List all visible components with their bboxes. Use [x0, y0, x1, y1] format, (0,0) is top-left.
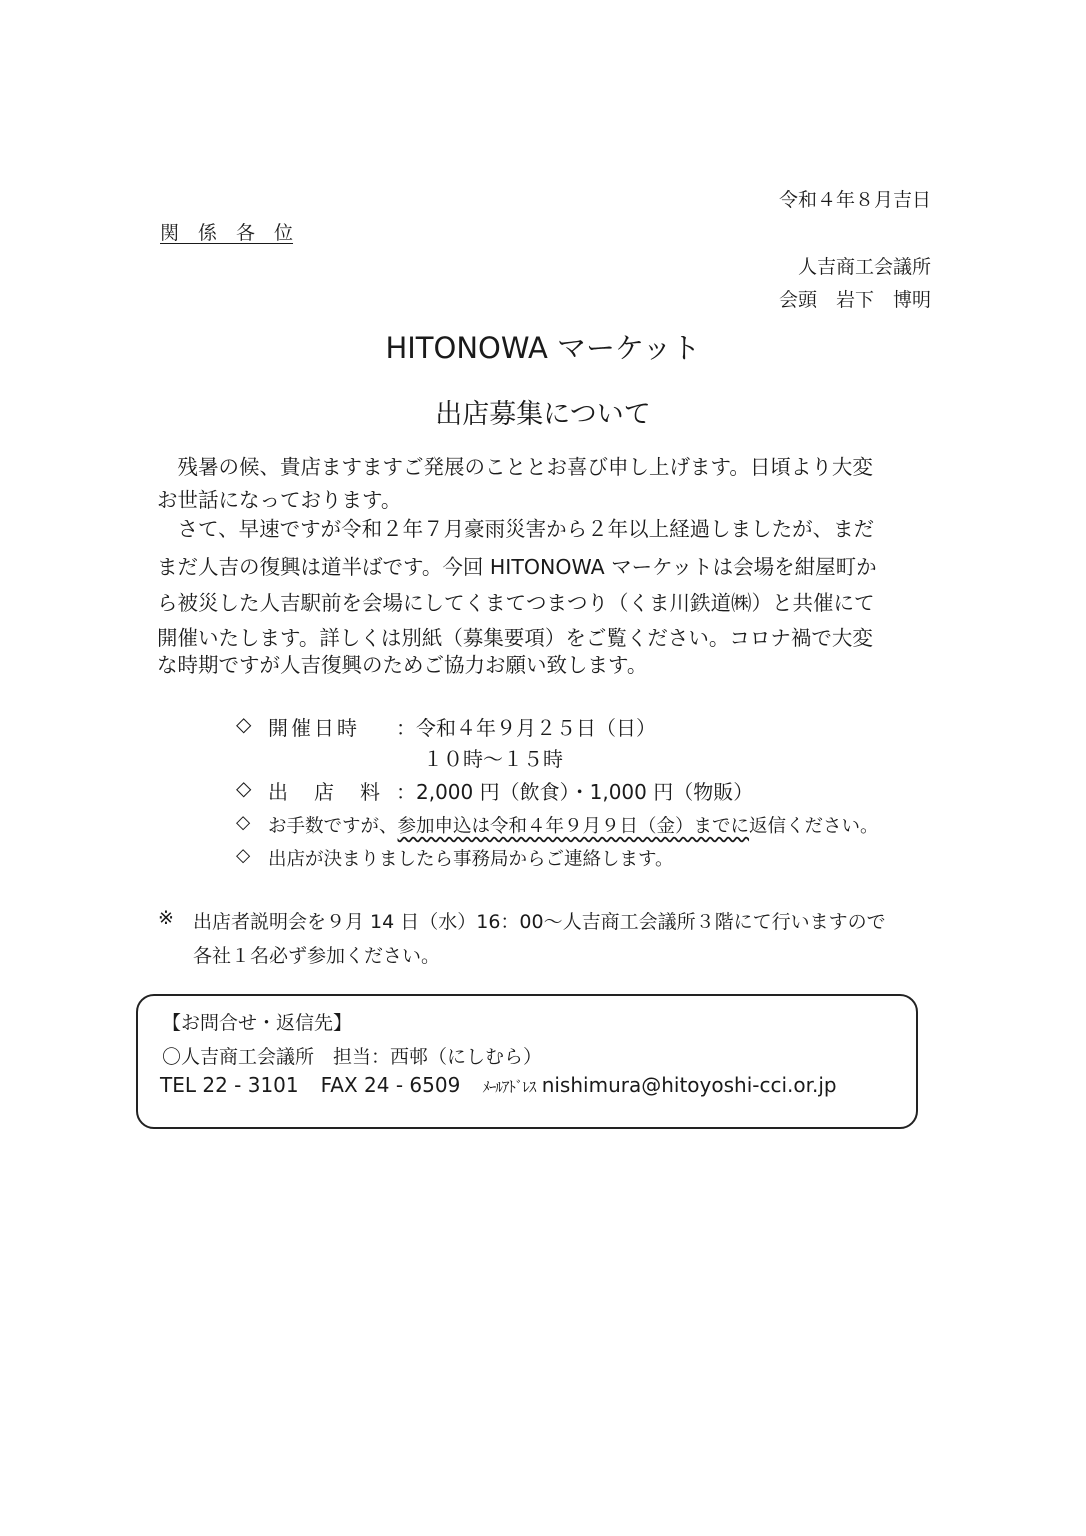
- body-line-1: [157, 450, 873, 480]
- contact-email-label: ﾒｰﾙｱﾄﾞﾚｽ: [482, 1078, 536, 1096]
- detail-bullet: ◇: [236, 712, 252, 736]
- detail-bullet: ◇: [236, 776, 252, 800]
- body-line-6: 開催いたします。詳しくは別紙（募集要項）をご覧ください。コロナ禍で大変: [157, 626, 873, 650]
- body-line-3-text: さて、早速ですが令和２年７月豪雨災害から２年以上経過しましたが、まだ: [177, 517, 875, 541]
- body-line-4: まだ人吉の復興は道半ばです。今回 HITONOWA マーケットは会場を紺屋町か: [157, 555, 877, 579]
- body-line-3: [157, 512, 874, 542]
- deadline-emphasis: 参加申込は令和４年９月９日（金）までに: [397, 816, 750, 837]
- note-line-2: 各社１名必ず参加ください。: [193, 945, 441, 967]
- deadline-prefix: お手数ですが、: [268, 816, 398, 837]
- body-line-2: お世話になっております。: [157, 488, 402, 512]
- note-mark: ※: [158, 907, 174, 929]
- contact-fax: FAX 24 - 6509: [320, 1073, 461, 1097]
- contact-tel: TEL 22 - 3101: [160, 1073, 299, 1097]
- body-line-1-text: 残暑の候、貴店ますますご発展のこととお喜び申し上げます。日頃より大変: [177, 455, 873, 479]
- document-subtitle: 出店募集について: [435, 399, 651, 430]
- document-date: 令和４年８月吉日: [778, 189, 931, 211]
- event-date-label: 開催日時: [268, 716, 360, 740]
- fee-label: 出 店 料: [268, 780, 383, 804]
- contact-organization: 〇人吉商工会議所 担当：西邨（にしむら）: [162, 1046, 543, 1068]
- contact-heading: 【お問合せ・返信先】: [162, 1012, 353, 1034]
- fee-value: ：2,000 円（飲食）・1,000 円（物販）: [396, 780, 754, 804]
- body-line-5: ら被災した人吉駅前を会場にしてくまてつまつり（くま川鉄道㈱）と共催にて: [157, 591, 875, 615]
- event-time-value: １０時〜１５時: [423, 747, 563, 771]
- event-date-value: ：令和４年９月２５日（日）: [396, 716, 656, 740]
- contact-email[interactable]: nishimura@hitoyoshi-cci.or.jp: [541, 1073, 837, 1097]
- detail-bullet: ◇: [236, 845, 251, 866]
- contact-details: [160, 1073, 837, 1097]
- selection-notice: 出店が決まりましたら事務局からご連絡します。: [268, 849, 674, 870]
- sender-person: 会頭 岩下 博明: [778, 289, 931, 311]
- deadline-suffix: 返信ください。: [749, 816, 879, 837]
- detail-bullet: ◇: [236, 812, 251, 833]
- document-title: HITONOWA マーケット: [385, 331, 701, 365]
- deadline-line: [268, 812, 879, 838]
- body-line-7: な時期ですが人吉復興のためご協力お願い致します。: [157, 653, 648, 677]
- recipient-line: 関 係 各 位: [160, 222, 294, 244]
- sender-organization: 人吉商工会議所: [797, 256, 931, 278]
- note-line-1: 出店者説明会を９月 14 日（水）16：00〜人吉商工会議所３階にて行いますので: [193, 911, 886, 933]
